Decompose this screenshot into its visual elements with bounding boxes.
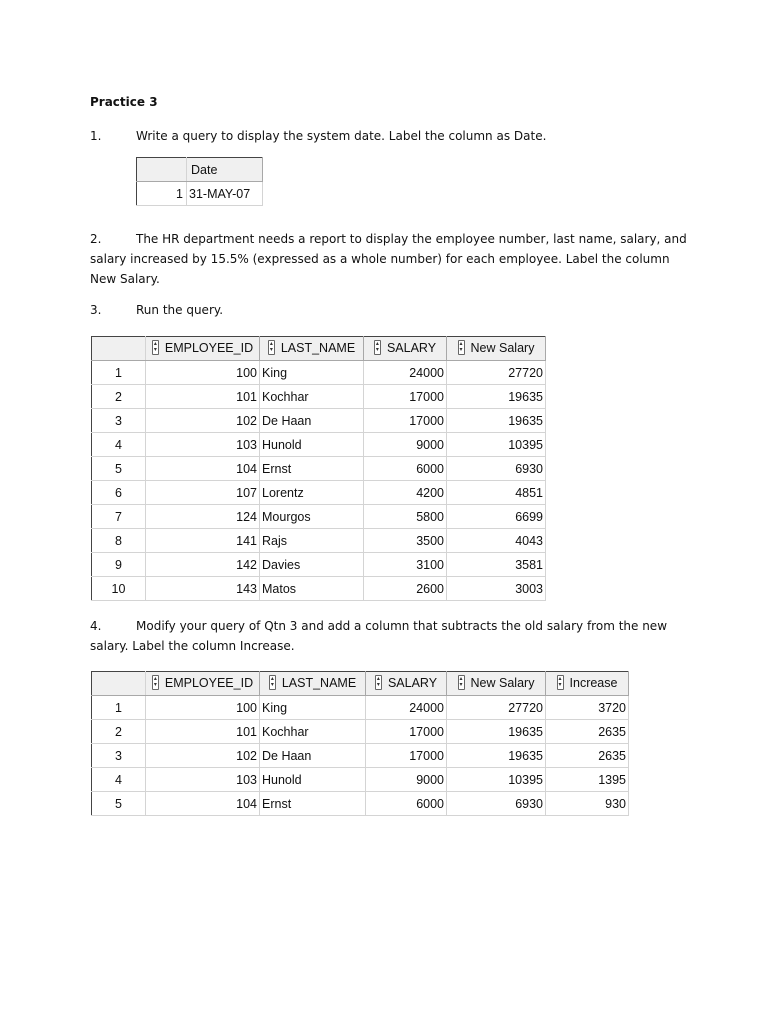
grid-header	[92, 337, 546, 361]
table-cell: 104	[146, 792, 260, 816]
table-cell: 17000	[366, 720, 447, 744]
table-cell: 102	[146, 744, 260, 768]
row-number: 8	[92, 529, 146, 553]
row-number: 4	[92, 433, 146, 457]
row-number: 1	[92, 361, 146, 385]
table-cell: 24000	[364, 361, 447, 385]
table-cell: Ernst	[260, 792, 366, 816]
table-row[interactable]	[92, 481, 546, 505]
table-row[interactable]	[92, 720, 629, 744]
table-cell: 143	[146, 577, 260, 601]
table-cell: Rajs	[260, 529, 364, 553]
table-cell: 107	[146, 481, 260, 505]
question-3	[90, 300, 690, 320]
grid-body	[92, 361, 546, 601]
column-header-employee-id[interactable]	[146, 337, 260, 361]
table-cell: 19635	[447, 720, 546, 744]
table-cell: 3500	[364, 529, 447, 553]
table-cell: 141	[146, 529, 260, 553]
grid-header-row	[92, 337, 546, 361]
column-header-last-name[interactable]	[260, 672, 366, 696]
table-cell: 17000	[366, 744, 447, 768]
table-cell: 9000	[364, 433, 447, 457]
increase-result-grid	[91, 671, 629, 816]
table-row[interactable]	[92, 385, 546, 409]
table-cell: 5800	[364, 505, 447, 529]
table-cell: De Haan	[260, 744, 366, 768]
table-cell: 6000	[366, 792, 447, 816]
table-row[interactable]	[92, 409, 546, 433]
table-cell: 4851	[447, 481, 546, 505]
column-header-increase[interactable]	[546, 672, 629, 696]
table-cell: 1395	[546, 768, 629, 792]
table-row[interactable]	[92, 505, 546, 529]
table-cell: Kochhar	[260, 385, 364, 409]
table-cell: 100	[146, 696, 260, 720]
date-cell: 31-MAY-07	[187, 182, 263, 206]
question-1	[90, 126, 690, 146]
sort-icon[interactable]: ▴ ▾	[459, 341, 463, 354]
table-cell: 930	[546, 792, 629, 816]
question-number: 3.	[90, 303, 102, 317]
table-cell: 10395	[447, 768, 546, 792]
grid-header-row	[92, 672, 629, 696]
table-row[interactable]	[92, 792, 629, 816]
table-row[interactable]	[92, 553, 546, 577]
table-cell: 19635	[447, 744, 546, 768]
table-cell: 19635	[447, 409, 546, 433]
table-cell: 104	[146, 457, 260, 481]
table-cell: 6930	[447, 457, 546, 481]
table-cell: 3100	[364, 553, 447, 577]
column-header-new-salary[interactable]	[447, 337, 546, 361]
column-header-salary[interactable]	[364, 337, 447, 361]
table-cell: 4200	[364, 481, 447, 505]
rownum-header	[137, 158, 187, 182]
table-cell: 19635	[447, 385, 546, 409]
salary-result-grid	[91, 336, 546, 601]
table-cell: 6930	[447, 792, 546, 816]
rownum-header	[92, 337, 146, 361]
question-number: 4.	[90, 619, 102, 633]
table-cell: Davies	[260, 553, 364, 577]
table-cell: 2600	[364, 577, 447, 601]
table-cell: 6699	[447, 505, 546, 529]
row-number: 6	[92, 481, 146, 505]
table-cell: 3581	[447, 553, 546, 577]
table-row[interactable]	[92, 361, 546, 385]
table-cell: Ernst	[260, 457, 364, 481]
grid-body	[92, 696, 629, 816]
row-number: 3	[92, 744, 146, 768]
table-cell: 103	[146, 433, 260, 457]
table-cell: 101	[146, 385, 260, 409]
table-cell: Hunold	[260, 433, 364, 457]
table-cell: 102	[146, 409, 260, 433]
column-header-label: LAST_NAME	[280, 340, 356, 355]
table-cell: 2635	[546, 720, 629, 744]
table-cell: Matos	[260, 577, 364, 601]
table-cell: De Haan	[260, 409, 364, 433]
column-header-date[interactable]: Date	[187, 158, 263, 182]
date-result-grid	[136, 157, 263, 206]
question-text: Run the query.	[136, 303, 224, 317]
row-number: 10	[92, 577, 146, 601]
table-cell: Lorentz	[260, 481, 364, 505]
table-cell: 6000	[364, 457, 447, 481]
sort-icon[interactable]: ▴ ▾	[375, 341, 379, 354]
table-cell: 17000	[364, 385, 447, 409]
column-header-label: EMPLOYEE_ID	[164, 675, 254, 690]
column-header-label: New Salary	[470, 675, 535, 690]
table-cell: 27720	[447, 696, 546, 720]
table-cell: Mourgos	[260, 505, 364, 529]
row-number: 5	[92, 792, 146, 816]
table-row[interactable]	[92, 768, 629, 792]
sort-icon[interactable]: ▴ ▾	[153, 341, 157, 354]
table-cell: King	[260, 696, 366, 720]
table-cell: King	[260, 361, 364, 385]
table-row[interactable]	[92, 744, 629, 768]
table-cell: 10395	[447, 433, 546, 457]
table-row[interactable]	[92, 577, 546, 601]
table-cell: 17000	[364, 409, 447, 433]
table-cell: 2635	[546, 744, 629, 768]
row-number: 1	[137, 182, 187, 206]
row-number: 4	[92, 768, 146, 792]
sort-icon[interactable]: ▴ ▾	[459, 676, 463, 689]
row-number: 2	[92, 385, 146, 409]
table-cell: 3720	[546, 696, 629, 720]
sort-icon[interactable]: ▴ ▾	[270, 676, 274, 689]
table-cell: Hunold	[260, 768, 366, 792]
table-row[interactable]	[92, 433, 546, 457]
table-row[interactable]	[137, 182, 263, 206]
table-cell: 101	[146, 720, 260, 744]
column-header-label: SALARY	[387, 675, 438, 690]
row-number: 1	[92, 696, 146, 720]
table-row[interactable]	[92, 529, 546, 553]
table-cell: 3003	[447, 577, 546, 601]
table-cell: 27720	[447, 361, 546, 385]
column-header-label: SALARY	[386, 340, 437, 355]
rownum-header	[92, 672, 146, 696]
grid-header-row	[137, 158, 263, 182]
table-cell: Kochhar	[260, 720, 366, 744]
table-row[interactable]	[92, 457, 546, 481]
grid-header	[92, 672, 629, 696]
row-number: 9	[92, 553, 146, 577]
sort-icon[interactable]: ▴ ▾	[376, 676, 380, 689]
row-number: 2	[92, 720, 146, 744]
row-number: 5	[92, 457, 146, 481]
table-cell: 4043	[447, 529, 546, 553]
question-text: Modify your query of Qtn 3 and add a column that subtracts the old salary from the new salary. Label the column Increase.	[90, 619, 668, 653]
table-cell: 100	[146, 361, 260, 385]
table-cell: 124	[146, 505, 260, 529]
table-cell: 9000	[366, 768, 447, 792]
column-header-new-salary[interactable]	[447, 672, 546, 696]
table-cell: 142	[146, 553, 260, 577]
table-row[interactable]	[92, 696, 629, 720]
sort-icon[interactable]: ▴ ▾	[153, 676, 157, 689]
column-header-last-name[interactable]	[260, 337, 364, 361]
column-header-employee-id[interactable]	[146, 672, 260, 696]
question-4	[90, 616, 690, 656]
column-header-label: Increase	[569, 675, 618, 690]
question-text: The HR department needs a report to display the employee number, last name, salary, and salary increased by 15.5% (expressed as a whole number) for each employee. Label the column New Salary.	[90, 232, 687, 286]
sort-icon[interactable]: ▴ ▾	[269, 341, 273, 354]
sort-icon[interactable]: ▴ ▾	[558, 676, 562, 689]
row-number: 3	[92, 409, 146, 433]
column-header-label: LAST_NAME	[281, 675, 357, 690]
column-header-salary[interactable]	[366, 672, 447, 696]
question-text: Write a query to display the system date. Label the column as Date.	[136, 129, 547, 143]
table-cell: 24000	[366, 696, 447, 720]
question-number: 2.	[90, 232, 102, 246]
row-number: 7	[92, 505, 146, 529]
question-2	[90, 229, 690, 289]
page-title: Practice 3	[90, 95, 158, 109]
question-number: 1.	[90, 129, 102, 143]
table-cell: 103	[146, 768, 260, 792]
column-header-label: New Salary	[470, 340, 535, 355]
column-header-label: EMPLOYEE_ID	[164, 340, 254, 355]
